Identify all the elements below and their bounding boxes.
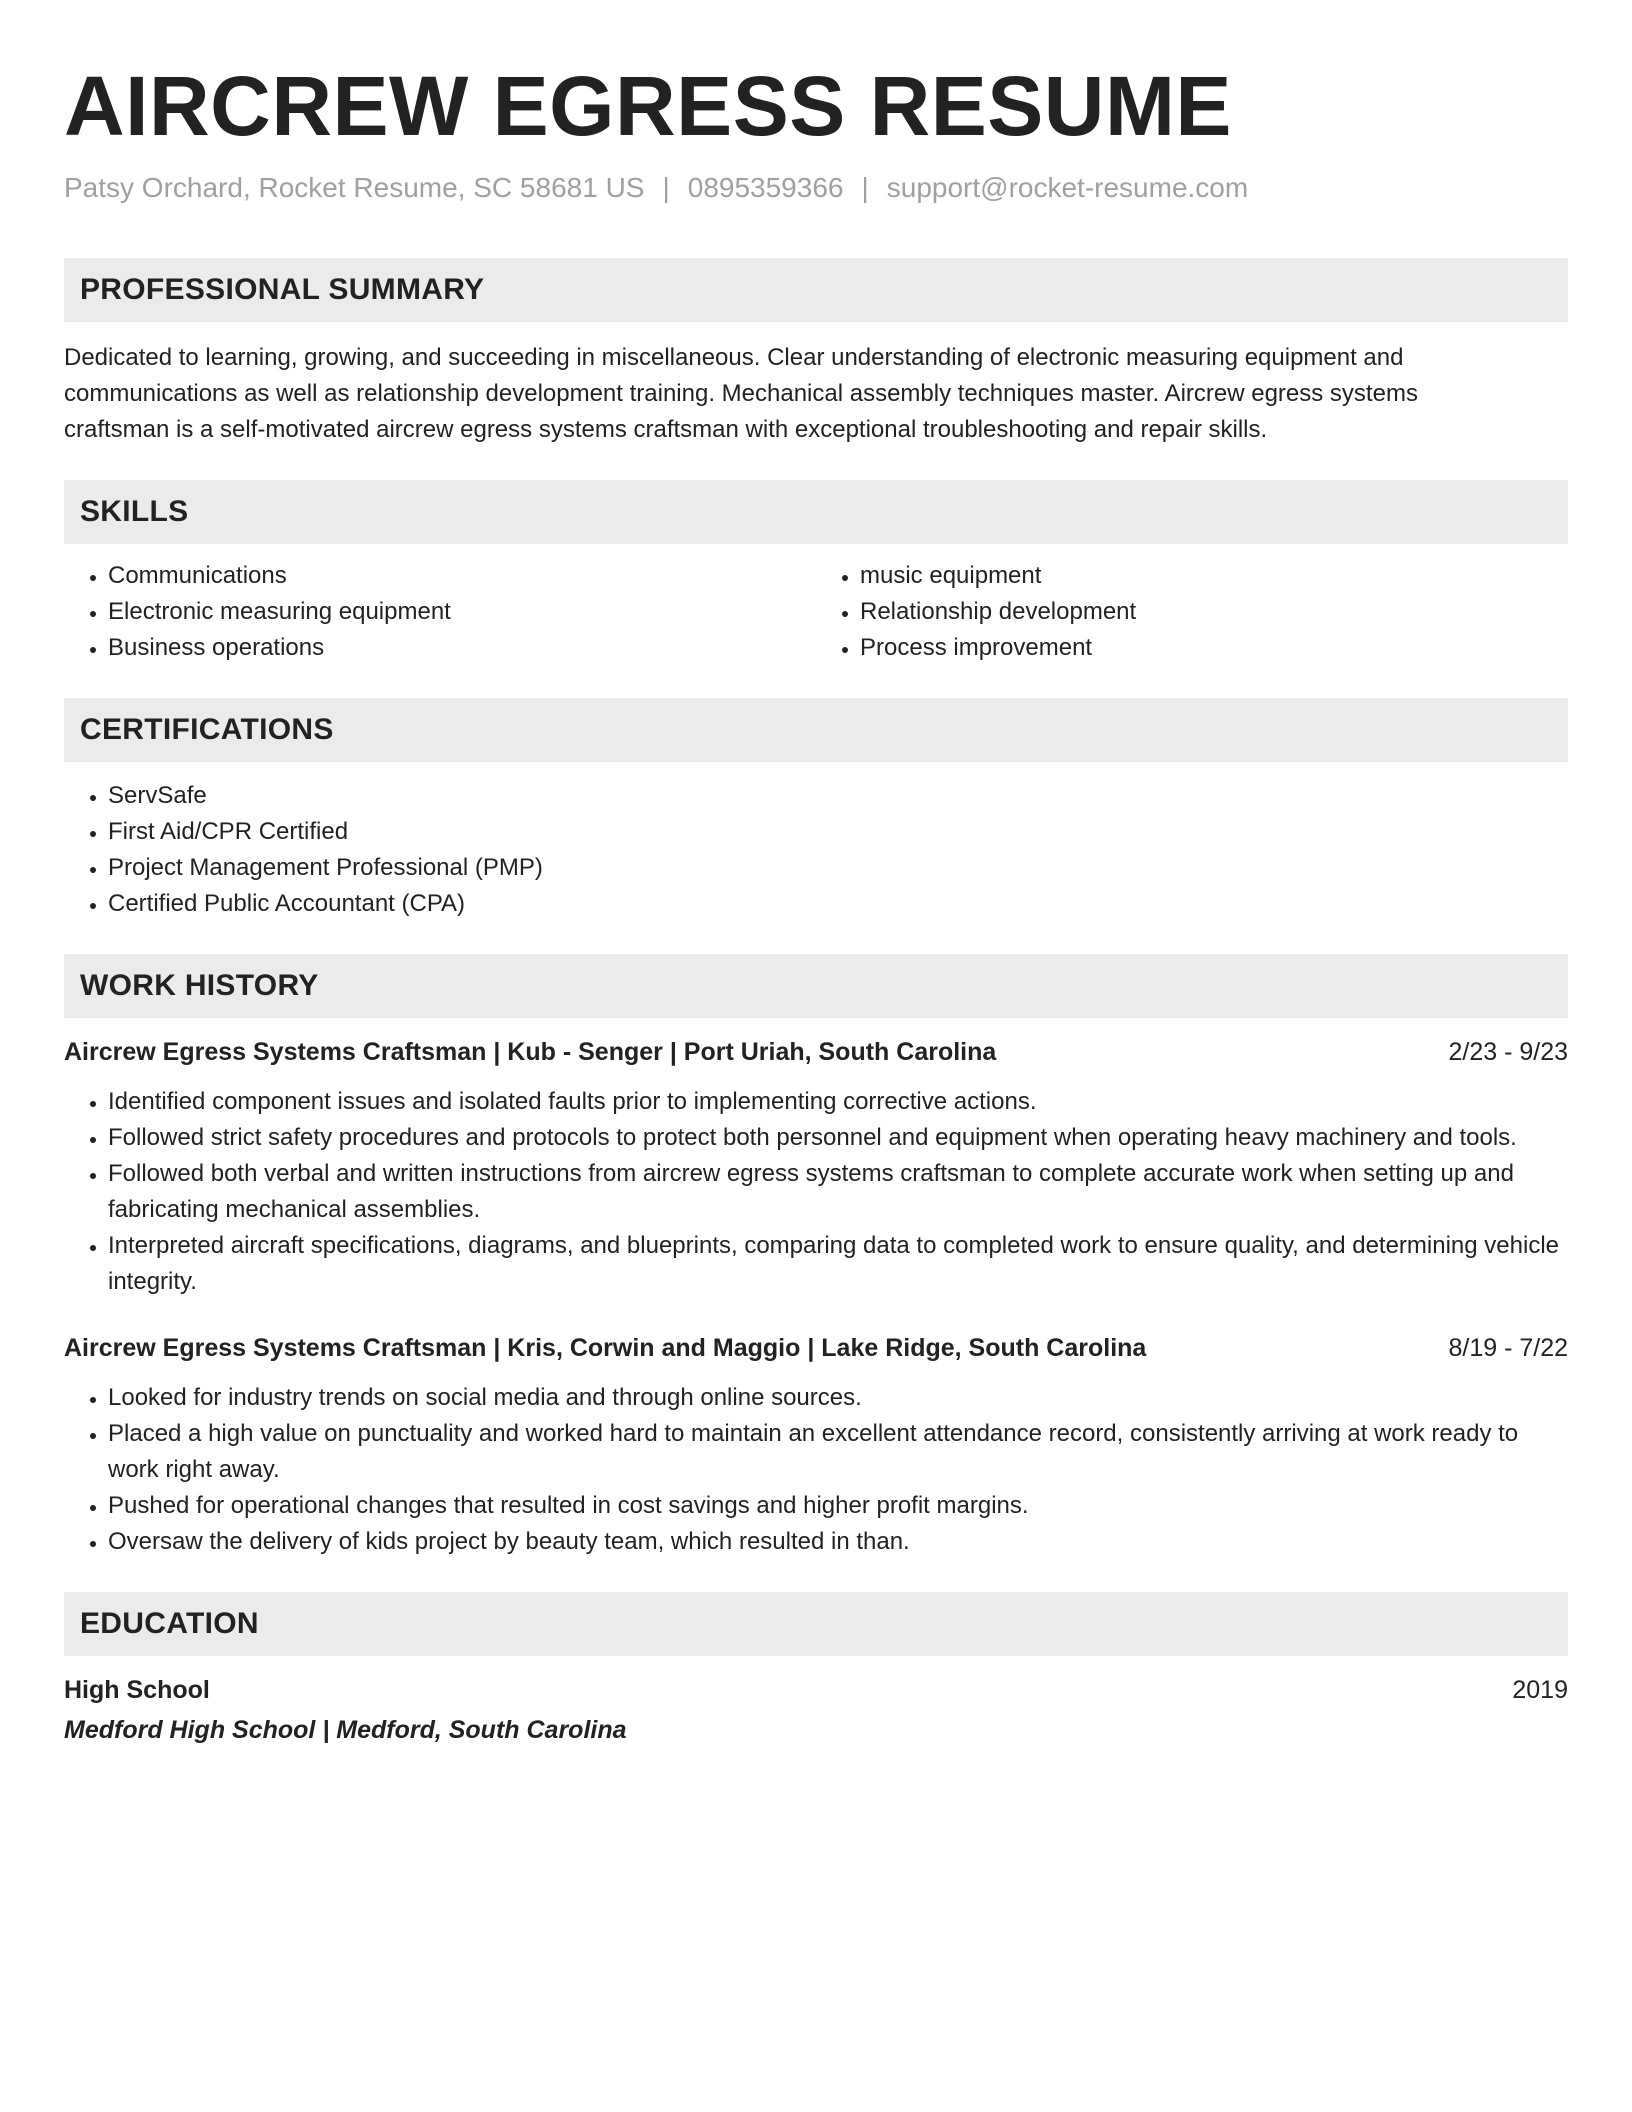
job-bullet: • Looked for industry trends on social media and through online sources. <box>108 1380 1568 1416</box>
work-history-section <box>64 954 1568 1560</box>
job-bullet: • Placed a high value on punctuality and worked hard to maintain an excellent attendance record, consistently arriving at work ready to work right away. <box>108 1416 1568 1488</box>
certifications-list <box>64 778 1568 922</box>
education-section <box>64 1592 1568 1748</box>
skill-item: • music equipment <box>860 558 1568 594</box>
certification-item: • ServSafe <box>108 778 1568 814</box>
summary-text: Dedicated to learning, growing, and succeeding in miscellaneous. Clear understanding of electronic measuring equipment and communications as well as relationship development training. Mechanical assembly techniques master. Aircrew egress systems craftsman is a self-motivated aircrew egress systems craftsman with exceptional troubleshooting and repair skills. <box>64 344 1418 443</box>
skills-column-left <box>64 558 816 666</box>
job-dates: 8/19 - 7/22 <box>1448 1334 1568 1362</box>
certification-item: • Certified Public Accountant (CPA) <box>108 886 1568 922</box>
summary-section <box>64 258 1568 448</box>
job-bullet: • Followed strict safety procedures and protocols to protect both personnel and equipment when operating heavy machinery and tools. <box>108 1120 1568 1156</box>
skill-item: • Process improvement <box>860 630 1568 666</box>
contact-separator: | <box>861 172 869 203</box>
job-bullet: • Pushed for operational changes that resulted in cost savings and higher profit margins. <box>108 1488 1568 1524</box>
skill-item: • Business operations <box>108 630 816 666</box>
education-degree: High School <box>64 1676 210 1704</box>
job-bullet: • Followed both verbal and written instructions from aircrew egress systems craftsman to complete accurate work when setting up and fabricating mechanical assemblies. <box>108 1156 1568 1228</box>
education-year: 2019 <box>1512 1676 1568 1704</box>
education-heading: EDUCATION <box>64 1592 1568 1656</box>
certification-item: • First Aid/CPR Certified <box>108 814 1568 850</box>
job-title: Aircrew Egress Systems Craftsman | Kub - Senger | Port Uriah, South Carolina <box>64 1038 997 1066</box>
job-bullet: • Oversaw the delivery of kids project by beauty team, which resulted in than. <box>108 1524 1568 1560</box>
skills-heading: SKILLS <box>64 480 1568 544</box>
education-school: Medford High School | Medford, South Carolina <box>64 1716 627 1744</box>
skills-section <box>64 480 1568 666</box>
contact-email: support@rocket-resume.com <box>886 172 1249 203</box>
contact-line <box>64 170 1568 206</box>
skill-item: • Communications <box>108 558 816 594</box>
contact-phone: 0895359366 <box>687 172 844 203</box>
contact-address: Patsy Orchard, Rocket Resume, SC 58681 US <box>64 172 645 203</box>
job-entry <box>64 1034 1568 1300</box>
job-dates: 2/23 - 9/23 <box>1448 1038 1568 1066</box>
contact-separator: | <box>662 172 670 203</box>
skill-item: • Relationship development <box>860 594 1568 630</box>
certifications-section <box>64 698 1568 922</box>
certification-item: • Project Management Professional (PMP) <box>108 850 1568 886</box>
work-history-heading: WORK HISTORY <box>64 954 1568 1018</box>
job-entry <box>64 1330 1568 1560</box>
job-bullet: • Identified component issues and isolated faults prior to implementing corrective actions. <box>108 1084 1568 1120</box>
summary-heading: PROFESSIONAL SUMMARY <box>64 258 1568 322</box>
job-title: Aircrew Egress Systems Craftsman | Kris, Corwin and Maggio | Lake Ridge, South Carolina <box>64 1334 1147 1362</box>
skills-column-right <box>816 558 1568 666</box>
skill-item: • Electronic measuring equipment <box>108 594 816 630</box>
certifications-heading: CERTIFICATIONS <box>64 698 1568 762</box>
job-bullet: • Interpreted aircraft specifications, diagrams, and blueprints, comparing data to completed work to ensure quality, and determining vehicle integrity. <box>108 1228 1568 1300</box>
resume-title: AIRCREW EGRESS RESUME <box>64 59 1232 153</box>
